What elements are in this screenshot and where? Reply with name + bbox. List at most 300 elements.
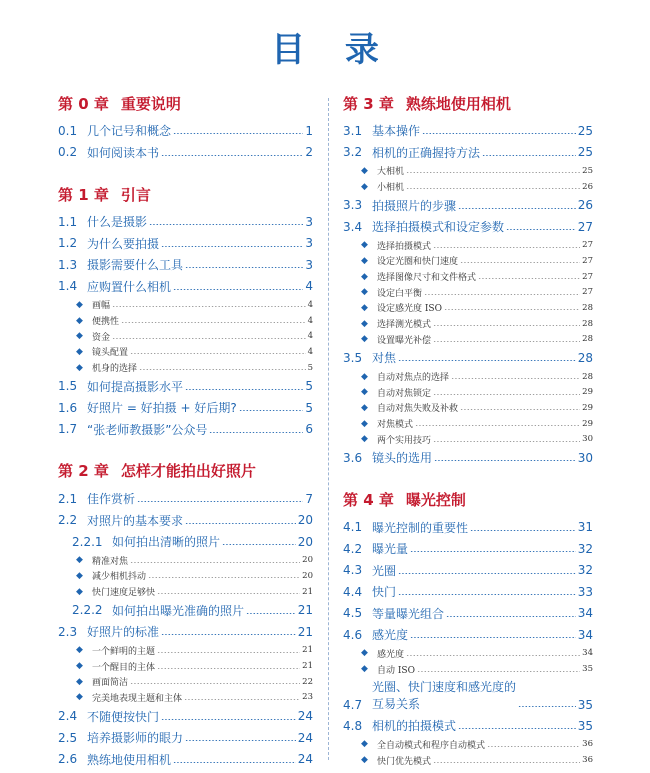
diamond-bullet-icon: ◆ [361,181,368,192]
page-number: 4 [307,331,313,342]
entry-label: 熟练地使用相机 [87,752,172,767]
page-number: 1 [305,123,313,138]
entry-label: 选择拍摄模式和设定参数 [372,220,505,235]
diamond-bullet-icon: ◆ [361,402,368,413]
dot-leader [121,322,306,323]
dot-leader [398,360,576,361]
dot-leader [460,409,580,410]
diamond-bullet-icon: ◆ [361,648,368,659]
page-number: 20 [297,513,313,528]
page-number: 27 [582,240,593,251]
entry-label: 什么是摄影 [87,215,148,230]
entry-label: 设定白平衡 [377,288,423,299]
toc-subentry[interactable] [58,690,313,706]
entry-number: 1.6 [58,400,78,415]
dot-leader [185,267,303,268]
diamond-bullet-icon: ◆ [361,165,368,176]
diamond-bullet-icon: ◆ [76,315,83,326]
chapter-title: 引言 [120,185,151,204]
toc-entry[interactable] [58,705,313,727]
dot-leader [406,655,580,656]
toc-entry[interactable] [343,538,593,560]
page-number: 29 [582,387,593,398]
page-number: 25 [577,123,593,138]
entry-number: 1.1 [58,214,78,229]
toc-subentry[interactable] [343,384,593,400]
page-number: 21 [302,661,313,672]
toc-entry[interactable] [343,560,593,582]
dot-leader [157,652,300,653]
chapter-number: 第 2 章 [58,462,109,481]
chapter-number: 第 4 章 [343,491,394,510]
entry-label: 好照片的标准 [87,625,160,640]
entry-label: 应购置什么相机 [87,279,172,294]
chapter-heading [343,483,593,517]
dot-leader [157,668,300,669]
entry-label: 设定感光度 ISO [377,304,442,315]
entry-label: 不随便按快门 [87,709,160,724]
page-number: 21 [297,624,313,639]
page-number: 35 [582,664,593,675]
page-number: 31 [577,520,593,535]
toc-subentry[interactable] [343,253,593,269]
toc-subentry[interactable] [343,284,593,300]
chapter-heading [343,86,593,120]
entry-number: 3.1 [343,123,363,138]
dot-leader [161,246,303,247]
page-number: 4 [305,279,313,294]
page-number: 28 [577,350,593,365]
page-number: 32 [577,541,593,556]
page-number: 30 [582,434,593,445]
diamond-bullet-icon: ◆ [361,371,368,382]
diamond-bullet-icon: ◆ [76,586,83,597]
toc-subentry[interactable] [343,332,593,348]
diamond-bullet-icon: ◆ [76,645,83,656]
entry-number: 0.1 [58,123,78,138]
dot-leader [446,616,576,617]
chapter-number: 第 3 章 [343,94,394,113]
dot-leader [478,278,580,279]
dot-leader [130,562,300,563]
entry-label: 选择图像尺寸和文件格式 [377,273,477,284]
dot-leader [417,671,580,672]
dot-leader [148,577,300,578]
page-number: 25 [582,165,593,176]
entry-label: “张老师教摄影”公众号 [87,422,208,437]
diamond-bullet-icon: ◆ [76,362,83,373]
entry-label: 如何拍出曝光准确的照片 [112,603,245,618]
page-number: 26 [577,198,593,213]
page-number: 28 [582,302,593,313]
dot-leader [433,341,580,342]
diamond-bullet-icon: ◆ [76,692,83,703]
entry-label: 好照片 = 好拍摄 + 好后期? [87,401,237,416]
dot-leader [112,338,306,339]
toc-entry[interactable] [58,600,313,622]
column-divider [328,98,329,760]
dot-leader [410,637,576,638]
chapter-number: 第 1 章 [58,185,109,204]
entry-label: 选择拍摄模式 [377,241,432,252]
entry-label: 拍摄照片的步骤 [372,198,457,213]
chapter-number: 第 0 章 [58,94,109,113]
dot-leader [161,634,296,635]
page-number: 35 [577,718,593,733]
page-number: 5 [305,400,313,415]
entry-number: 4.6 [343,627,363,642]
toc-entry[interactable] [343,447,593,469]
entry-label: 一个醒目的主体 [92,662,156,673]
page-number: 36 [582,755,593,766]
toc-subentry[interactable] [343,400,593,416]
toc-subentry[interactable] [343,163,593,179]
entry-label: 减少相机抖动 [92,572,147,583]
page-number: 28 [582,318,593,329]
page-number: 22 [302,676,313,687]
chapter-title: 熟练地使用相机 [405,94,511,113]
dot-leader [433,394,580,395]
page-number: 24 [297,709,313,723]
entry-number: 3.5 [343,350,363,365]
diamond-bullet-icon: ◆ [361,240,368,251]
page-number: 25 [577,145,593,160]
entry-label: 设定光圈和快门速度 [377,257,459,268]
dot-leader [185,523,296,524]
toc-subentry[interactable] [58,328,313,344]
page-number: 3 [305,257,313,272]
toc-entry[interactable] [343,194,593,216]
toc-entry[interactable] [343,142,593,164]
dot-leader [112,306,306,307]
diamond-bullet-icon: ◆ [361,287,368,298]
toc-subentry[interactable] [58,584,313,600]
entry-label: 佳作赏析 [87,492,136,507]
dot-leader [137,501,303,502]
chapter-heading [58,454,313,488]
entry-number: 2.2 [58,513,78,528]
entry-number: 4.2 [343,541,363,556]
toc-subentry[interactable] [343,237,593,253]
diamond-bullet-icon: ◆ [361,434,368,445]
page-number: 20 [297,534,313,549]
toc-entry[interactable] [58,748,313,770]
entry-label: 画面简洁 [92,678,129,689]
entry-label: 摄影需要什么工具 [87,258,184,273]
toc-subentry[interactable] [58,313,313,329]
entry-label: 相机的拍摄模式 [372,719,457,734]
dot-leader [433,762,580,763]
dot-leader [161,155,303,156]
page-number: 23 [302,692,313,703]
entry-label: 完美地表现主题和主体 [92,693,183,704]
diamond-bullet-icon: ◆ [361,255,368,266]
dot-leader [222,544,296,545]
dot-leader [506,229,576,230]
dot-leader [518,706,576,707]
dot-leader [185,740,296,741]
diamond-bullet-icon: ◆ [76,346,83,357]
entry-label: 自动对焦点的选择 [377,373,450,384]
dot-leader [398,594,576,595]
page-number: 4 [307,299,313,310]
page-number: 2 [305,145,313,160]
toc-subentry[interactable] [343,737,593,753]
dot-leader [433,247,580,248]
entry-label: 大相机 [377,167,405,178]
entry-label: 快门优先模式 [377,756,432,767]
diamond-bullet-icon: ◆ [361,302,368,313]
chapter-title: 曝光控制 [405,491,466,510]
page-number: 34 [577,606,593,621]
toc-subentry[interactable] [343,431,593,447]
diamond-bullet-icon: ◆ [76,555,83,566]
page-number: 33 [577,584,593,599]
entry-number: 1.3 [58,257,78,272]
entry-number: 3.6 [343,450,363,465]
entry-label: 自动 ISO [377,665,415,676]
entry-number: 3.2 [343,145,363,160]
toc-entry[interactable] [58,488,313,510]
dot-leader [422,133,576,134]
page-number: 34 [577,627,593,642]
entry-label: 几个记号和概念 [87,124,172,139]
page-number: 29 [582,402,593,413]
diamond-bullet-icon: ◆ [361,387,368,398]
toc-subentry[interactable] [58,674,313,690]
entry-label: 快门速度足够快 [92,588,156,599]
toc-entry[interactable] [343,120,593,142]
diamond-bullet-icon: ◆ [76,661,83,672]
entry-number: 1.4 [58,279,78,294]
entry-number: 1.5 [58,379,78,394]
toc-subentry[interactable] [343,300,593,316]
toc-subentry[interactable] [58,360,313,376]
dot-leader [239,410,304,411]
entry-label: 基本操作 [372,124,421,139]
chapter-heading [58,86,313,120]
toc-subentry[interactable] [343,369,593,385]
entry-label: 自动对焦锁定 [377,388,432,399]
entry-label: 全自动模式和程序自动模式 [377,740,486,751]
entry-label: 设置曝光补偿 [377,335,432,346]
page-number: 29 [582,418,593,429]
entry-label: 两个实用技巧 [377,435,432,446]
dot-leader [458,728,576,729]
page-number: 24 [297,752,313,766]
entry-label: 如何拍出清晰的照片 [112,535,221,550]
entry-number: 4.4 [343,584,363,599]
entry-label: 如何提高摄影水平 [87,379,184,394]
dot-leader [209,432,303,433]
dot-leader [406,188,580,189]
dot-leader [161,719,296,720]
entry-number: 2.4 [58,709,78,723]
chapter-title: 怎样才能拍出好照片 [120,462,256,481]
toc-entry[interactable] [58,120,313,142]
dot-leader [433,325,580,326]
entry-label: 自动对焦失败及补救 [377,404,459,415]
page-number: 3 [305,214,313,229]
entry-label: 光圈 [372,563,397,578]
page-number: 21 [297,603,313,618]
dot-leader [173,133,303,134]
diamond-bullet-icon: ◆ [76,676,83,687]
entry-number: 1.2 [58,236,78,251]
dot-leader [458,208,576,209]
dot-leader [139,369,306,370]
page-number: 21 [302,586,313,597]
entry-label: 资金 [92,332,111,343]
page-title: 目 录 [271,30,393,70]
page-number: 35 [577,698,593,712]
page-number: 27 [582,287,593,298]
toc-entry[interactable] [58,276,313,298]
entry-label-line2: 互易关系 [372,697,421,711]
diamond-bullet-icon: ◆ [361,318,368,329]
dot-leader [130,353,306,354]
toc-subentry[interactable] [58,568,313,584]
entry-label: 对焦 [372,351,397,366]
dot-leader [398,573,576,574]
entry-label [372,678,516,712]
toc-entry[interactable] [58,233,313,255]
dot-leader [470,530,576,531]
toc-subentry[interactable] [343,661,593,677]
page-number: 28 [582,371,593,382]
toc-entry[interactable] [343,581,593,603]
dot-leader [487,746,580,747]
entry-label: 镜头配置 [92,348,129,359]
toc-entry[interactable] [343,715,593,737]
entry-label: 机身的选择 [92,364,138,375]
page-number: 21 [302,645,313,656]
entry-label: 选择测光模式 [377,320,432,331]
dot-leader [149,224,303,225]
page-number: 4 [307,346,313,357]
entry-label: 镜头的选用 [372,451,433,466]
diamond-bullet-icon: ◆ [361,334,368,345]
diamond-bullet-icon: ◆ [361,755,368,766]
entry-label: 快门 [372,585,397,600]
entry-label: 感光度 [377,649,405,660]
entry-label: 等量曝光组合 [372,606,445,621]
entry-number: 2.3 [58,624,78,639]
toc-entry[interactable] [343,677,593,715]
entry-label: 感光度 [372,628,409,643]
toc-entry[interactable] [343,603,593,625]
page-number: 27 [582,255,593,266]
toc-entry[interactable] [58,509,313,531]
toc-entry[interactable] [58,418,313,440]
entry-number: 4.3 [343,563,363,578]
page-number: 30 [577,450,593,465]
toc-entry[interactable] [58,254,313,276]
page-number: 5 [307,362,313,373]
page-number: 28 [582,334,593,345]
dot-leader [173,289,303,290]
toc-entry[interactable] [343,624,593,646]
toc-entry[interactable] [58,211,313,233]
entry-number: 2.5 [58,730,78,745]
dot-leader [451,378,580,379]
diamond-bullet-icon: ◆ [361,418,368,429]
entry-number: 4.1 [343,520,363,535]
entry-number: 2.2.2 [72,603,103,618]
page-number: 6 [305,422,313,437]
toc-subentry[interactable] [343,646,593,662]
toc-subentry[interactable] [343,316,593,332]
page-number: 4 [307,315,313,326]
dot-leader [410,551,576,552]
toc-subentry[interactable] [343,416,593,432]
dot-leader [406,172,580,173]
chapter-heading [58,177,313,211]
toc-subentry[interactable] [58,658,313,674]
dot-leader [184,699,300,700]
toc-entry[interactable] [58,727,313,749]
toc-right-column [343,86,593,768]
toc-entry[interactable] [343,347,593,369]
toc-subentry[interactable] [343,269,593,285]
toc-entry[interactable] [58,142,313,164]
entry-number: 2.2.1 [72,534,103,549]
toc-subentry[interactable] [58,643,313,659]
entry-label: 曝光量 [372,542,409,557]
toc-subentry[interactable] [58,552,313,568]
toc-entry[interactable] [58,531,313,553]
page-number: 26 [582,181,593,192]
entry-number: 2.6 [58,752,78,766]
entry-label-line1: 光圈、快门速度和感光度的 [372,680,517,694]
dot-leader [482,155,576,156]
toc-entry[interactable] [343,216,593,238]
toc-subentry[interactable] [343,179,593,195]
page-number: 5 [305,379,313,394]
toc-entry[interactable] [58,397,313,419]
toc-subentry[interactable] [58,297,313,313]
page-number: 20 [302,555,313,566]
entry-number: 2.1 [58,491,78,506]
dot-leader [185,389,303,390]
dot-leader [444,309,580,310]
toc-entry[interactable] [58,375,313,397]
toc-entry[interactable] [343,517,593,539]
toc-subentry[interactable] [58,344,313,360]
toc-entry[interactable] [58,621,313,643]
entry-label: 小相机 [377,183,405,194]
dot-leader [415,425,580,426]
entry-number: 3.4 [343,219,363,234]
entry-number: 4.8 [343,718,363,733]
toc-left-column [58,86,313,770]
dot-leader [460,262,580,263]
dot-leader [157,593,300,594]
entry-number: 3.3 [343,198,363,213]
dot-leader [130,683,300,684]
entry-label: 为什么要拍摄 [87,236,160,251]
toc-subentry[interactable] [343,752,593,768]
entry-label: 一个鲜明的主题 [92,646,156,657]
entry-number: 4.7 [343,698,363,712]
entry-number: 4.5 [343,606,363,621]
entry-label: 画幅 [92,301,111,312]
dot-leader [433,441,580,442]
entry-label: 如何阅读本书 [87,145,160,160]
page-number: 7 [305,491,313,506]
page-number: 3 [305,236,313,251]
entry-number: 0.2 [58,145,78,160]
